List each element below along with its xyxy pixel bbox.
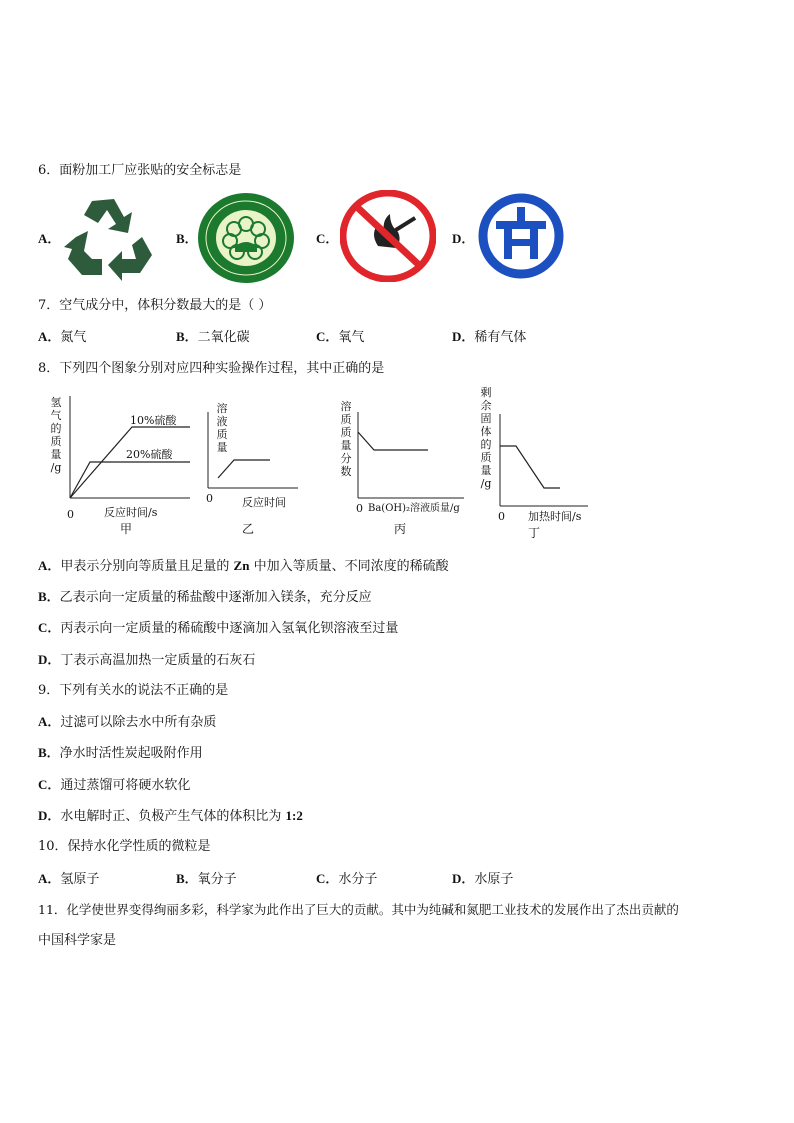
xlabel: 反应时间 bbox=[242, 496, 286, 509]
q9-option-a[interactable] bbox=[38, 713, 216, 732]
option-text: 氧分子 bbox=[197, 872, 237, 887]
ylabel-char: 量 bbox=[480, 464, 492, 477]
option-letter: D． bbox=[452, 329, 475, 344]
option-letter: B． bbox=[176, 329, 198, 344]
q10-option-b[interactable] bbox=[176, 870, 237, 889]
series-20-percent-line bbox=[70, 462, 190, 498]
ylabel-char: 质 bbox=[340, 413, 352, 426]
option-letter: D． bbox=[38, 808, 61, 823]
ylabel-char: 氢 bbox=[50, 396, 62, 409]
option-text: 净水时活性炭起吸附作用 bbox=[59, 746, 203, 761]
ylabel-char: 质 bbox=[480, 451, 492, 464]
option-text: 乙表示向一定质量的稀盐酸中逐渐加入镁条，充分反应 bbox=[59, 590, 372, 605]
origin-label: 0 bbox=[206, 492, 213, 505]
ylabel-char: 剩 bbox=[480, 386, 492, 399]
graph-jia bbox=[44, 392, 194, 542]
q8-option-d[interactable] bbox=[38, 651, 255, 670]
ylabel-char: 气 bbox=[50, 409, 62, 422]
q11-stem-line2: 中国科学家是 bbox=[38, 933, 117, 948]
q6-option-a[interactable] bbox=[38, 230, 60, 249]
option-letter: B． bbox=[38, 589, 60, 604]
q8-option-a[interactable] bbox=[38, 557, 449, 576]
option-letter: C． bbox=[316, 231, 339, 246]
option-bold-text: 1:2 bbox=[285, 808, 303, 823]
graph-ding-plot bbox=[476, 384, 596, 514]
ylabel-char: 数 bbox=[340, 465, 352, 478]
option-letter: C． bbox=[38, 620, 61, 635]
q6-stem: 6．面粉加工厂应张贴的安全标志是 bbox=[38, 163, 242, 178]
graph-bing-plot bbox=[336, 392, 476, 502]
remaining-solid-line bbox=[500, 446, 560, 488]
q6-option-d[interactable] bbox=[452, 230, 474, 249]
graph-caption: 乙 bbox=[242, 522, 255, 536]
ylabel-char: 固 bbox=[480, 412, 492, 425]
option-text: 甲表示分别向等质量且足量的 bbox=[60, 559, 234, 574]
option-text: 水分子 bbox=[338, 872, 378, 887]
option-letter: D． bbox=[38, 652, 61, 667]
option-text: 水原子 bbox=[474, 872, 514, 887]
graph-caption: 丁 bbox=[528, 526, 541, 540]
q8-option-b[interactable] bbox=[38, 588, 372, 607]
option-text: 二氧化碳 bbox=[197, 330, 250, 345]
q7-stem: 7．空气成分中，体积分数最大的是（ ） bbox=[38, 298, 272, 313]
option-letter: A． bbox=[38, 871, 61, 886]
q10-option-a[interactable] bbox=[38, 870, 99, 889]
q7-option-d[interactable] bbox=[452, 328, 526, 347]
option-letter: C． bbox=[316, 329, 339, 344]
q7-option-b[interactable] bbox=[176, 328, 250, 347]
graph-yi bbox=[198, 392, 308, 542]
q9-option-b[interactable] bbox=[38, 744, 203, 763]
q7-option-a[interactable] bbox=[38, 328, 86, 347]
option-bold-text: Zn bbox=[233, 558, 250, 573]
option-letter: D． bbox=[452, 871, 475, 886]
q9-option-d[interactable] bbox=[38, 807, 303, 826]
option-letter: A． bbox=[38, 714, 61, 729]
option-letter: C． bbox=[316, 871, 339, 886]
origin-label: 0 bbox=[356, 502, 363, 515]
no-fire-icon bbox=[340, 190, 436, 282]
option-text: 中加入等质量、不同浓度的稀硫酸 bbox=[249, 559, 449, 574]
environmental-label-icon bbox=[197, 192, 295, 284]
q11-stem-line1: 11．化学使世界变得绚丽多彩，科学家为此作出了巨大的贡献。其中为纯碱和氮肥工业技术的发展作出了杰出贡献的 bbox=[38, 902, 679, 917]
ylabel-char: 质 bbox=[216, 428, 228, 441]
water-saving-icon bbox=[478, 193, 564, 279]
ylabel-char: 量 bbox=[50, 448, 62, 461]
series-20-percent-label: 20%硫酸 bbox=[126, 448, 173, 461]
ylabel-unit: /g bbox=[50, 461, 62, 474]
ylabel-char: 液 bbox=[216, 415, 228, 428]
option-text: 丙表示向一定质量的稀硫酸中逐滴加入氢氧化钡溶液至过量 bbox=[60, 621, 399, 636]
q10-stem: 10．保持水化学性质的微粒是 bbox=[38, 839, 211, 854]
option-text: 氢原子 bbox=[60, 872, 100, 887]
option-letter: B． bbox=[176, 231, 198, 246]
origin-label: 0 bbox=[498, 510, 505, 523]
q7-option-c[interactable] bbox=[316, 328, 364, 347]
recycle-icon bbox=[62, 193, 156, 281]
solute-fraction-line bbox=[358, 432, 428, 450]
option-letter: A． bbox=[38, 329, 61, 344]
ylabel-char: 量 bbox=[340, 439, 352, 452]
ylabel-char: 量 bbox=[216, 441, 228, 454]
option-letter: A． bbox=[38, 558, 61, 573]
option-text: 丁表示高温加热一定质量的石灰石 bbox=[60, 653, 256, 668]
graph-caption: 甲 bbox=[120, 522, 133, 536]
ylabel-char: 溶 bbox=[340, 400, 352, 413]
q8-stem: 8．下列四个图象分别对应四种实验操作过程，其中正确的是 bbox=[38, 361, 385, 376]
option-text: 通过蒸馏可将硬水软化 bbox=[60, 778, 191, 793]
q9-stem: 9．下列有关水的说法不正确的是 bbox=[38, 683, 229, 698]
q9-option-c[interactable] bbox=[38, 776, 190, 795]
q6-option-c[interactable] bbox=[316, 230, 338, 249]
ylabel-char: 体 bbox=[480, 425, 492, 438]
option-letter: C． bbox=[38, 777, 61, 792]
q6-option-b[interactable] bbox=[176, 230, 198, 249]
ylabel-char: 溶 bbox=[216, 402, 228, 415]
xlabel: 反应时间/s bbox=[104, 506, 158, 519]
q10-option-c[interactable] bbox=[316, 870, 377, 889]
ylabel-char: 质 bbox=[340, 426, 352, 439]
option-letter: B． bbox=[176, 871, 198, 886]
ylabel-char: 质 bbox=[50, 435, 62, 448]
xlabel: Ba(OH)₂溶液质量/g bbox=[368, 503, 460, 514]
option-text: 氮气 bbox=[60, 330, 87, 345]
option-letter: A． bbox=[38, 231, 61, 246]
ylabel-char: 的 bbox=[480, 438, 492, 451]
graph-ding bbox=[476, 384, 596, 544]
graph-caption: 丙 bbox=[394, 522, 407, 536]
q10-option-d[interactable] bbox=[452, 870, 513, 889]
ylabel-char: 分 bbox=[340, 452, 352, 465]
q8-option-c[interactable] bbox=[38, 619, 398, 638]
solution-mass-line bbox=[218, 460, 270, 478]
option-letter: B． bbox=[38, 745, 60, 760]
series-10-percent-label: 10%硫酸 bbox=[130, 414, 177, 427]
ylabel-char: 的 bbox=[50, 422, 62, 435]
ylabel-char: 余 bbox=[480, 399, 492, 412]
option-text: 稀有气体 bbox=[474, 330, 527, 345]
option-text: 过滤可以除去水中所有杂质 bbox=[60, 715, 217, 730]
graph-yi-plot bbox=[198, 392, 308, 502]
graph-bing bbox=[336, 392, 476, 542]
ylabel-unit: /g bbox=[480, 477, 492, 490]
option-text: 水电解时正、负极产生气体的体积比为 bbox=[60, 809, 286, 824]
option-letter: D． bbox=[452, 231, 475, 246]
xlabel: 加热时间/s bbox=[528, 510, 582, 523]
option-text: 氧气 bbox=[338, 330, 365, 345]
origin-label: 0 bbox=[67, 508, 74, 521]
